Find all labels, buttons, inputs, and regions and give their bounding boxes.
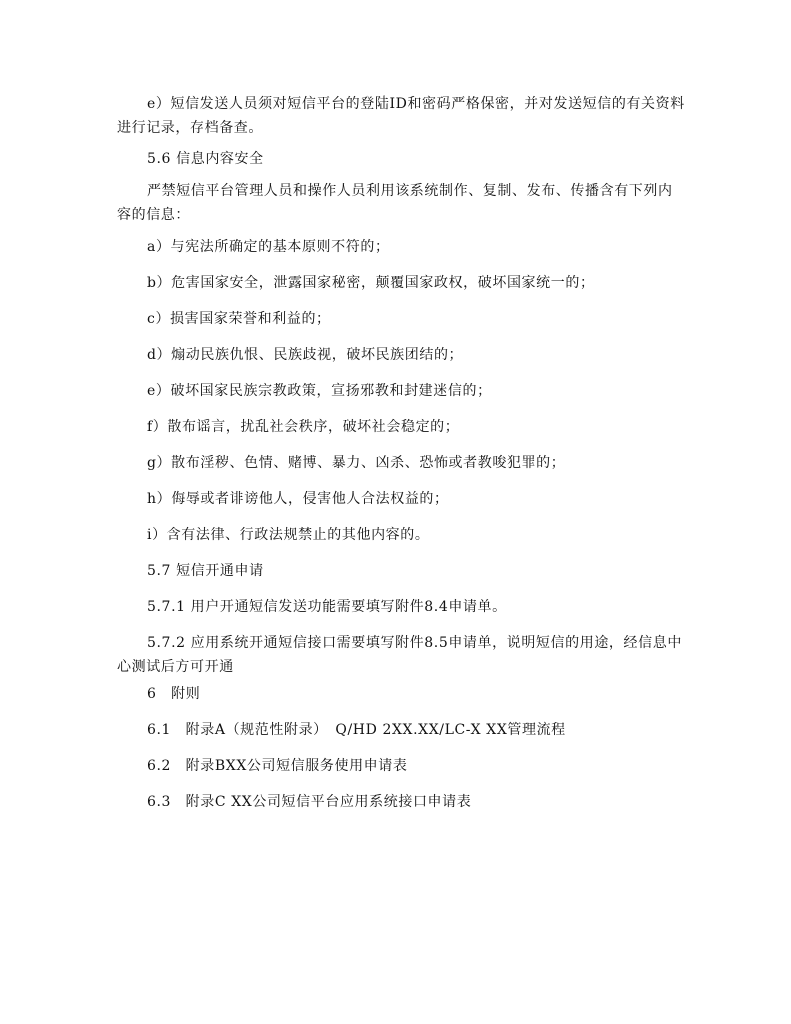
- list-item-g: g）散布淫秽、色情、赌博、暴力、凶杀、恐怖或者教唆犯罪的；: [147, 455, 566, 471]
- list-item-e: e）破坏国家民族宗教政策，宣扬邪教和封建迷信的；: [147, 383, 492, 399]
- section-heading-5-7: 5.7 短信开通申请: [147, 563, 264, 579]
- paragraph-5-7-2: 5.7.2 应用系统开通短信接口需要填写附件8.5申请单，说明短信的用途，经信息中心测试后方可开通: [117, 635, 682, 675]
- paragraph-5-7-1: 5.7.1 用户开通短信发送功能需要填写附件8.4申请单。: [147, 599, 507, 615]
- list-item-f: f）散布谣言，扰乱社会秩序，破坏社会稳定的；: [147, 419, 460, 435]
- list-item-i: i）含有法律、行政法规禁止的其他内容的。: [147, 527, 430, 543]
- paragraph-sender-confidentiality: e）短信发送人员须对短信平台的登陆ID和密码严格保密，并对发送短信的有关资料进行记录，存档备查。: [117, 96, 685, 136]
- paragraph-content-prohibition: 严禁短信平台管理人员和操作人员利用该系统制作、复制、发布、传播含有下列内容的信息：: [117, 183, 673, 223]
- list-item-c: c）损害国家荣誉和利益的；: [147, 311, 331, 327]
- list-item-a: a）与宪法所确定的基本原则不符的；: [147, 239, 390, 255]
- section-heading-5-6: 5.6 信息内容安全: [147, 151, 264, 167]
- appendix-item-6-2: 6.2 附录BXX公司短信服务使用申请表: [147, 758, 408, 774]
- appendix-item-6-3: 6.3 附录C XX公司短信平台应用系统接口申请表: [147, 794, 472, 810]
- list-item-b: b）危害国家安全，泄露国家秘密，颠覆国家政权，破坏国家统一的；: [147, 275, 595, 291]
- list-item-h: h）侮辱或者诽谤他人，侵害他人合法权益的；: [147, 491, 449, 507]
- appendix-item-6-1: 6.1 附录A（规范性附录） Q/HD 2XX.XX/LC-X XX管理流程: [147, 722, 566, 738]
- list-item-d: d）煽动民族仇恨、民族歧视，破坏民族团结的；: [147, 347, 464, 363]
- section-heading-6: 6 附则: [147, 686, 201, 702]
